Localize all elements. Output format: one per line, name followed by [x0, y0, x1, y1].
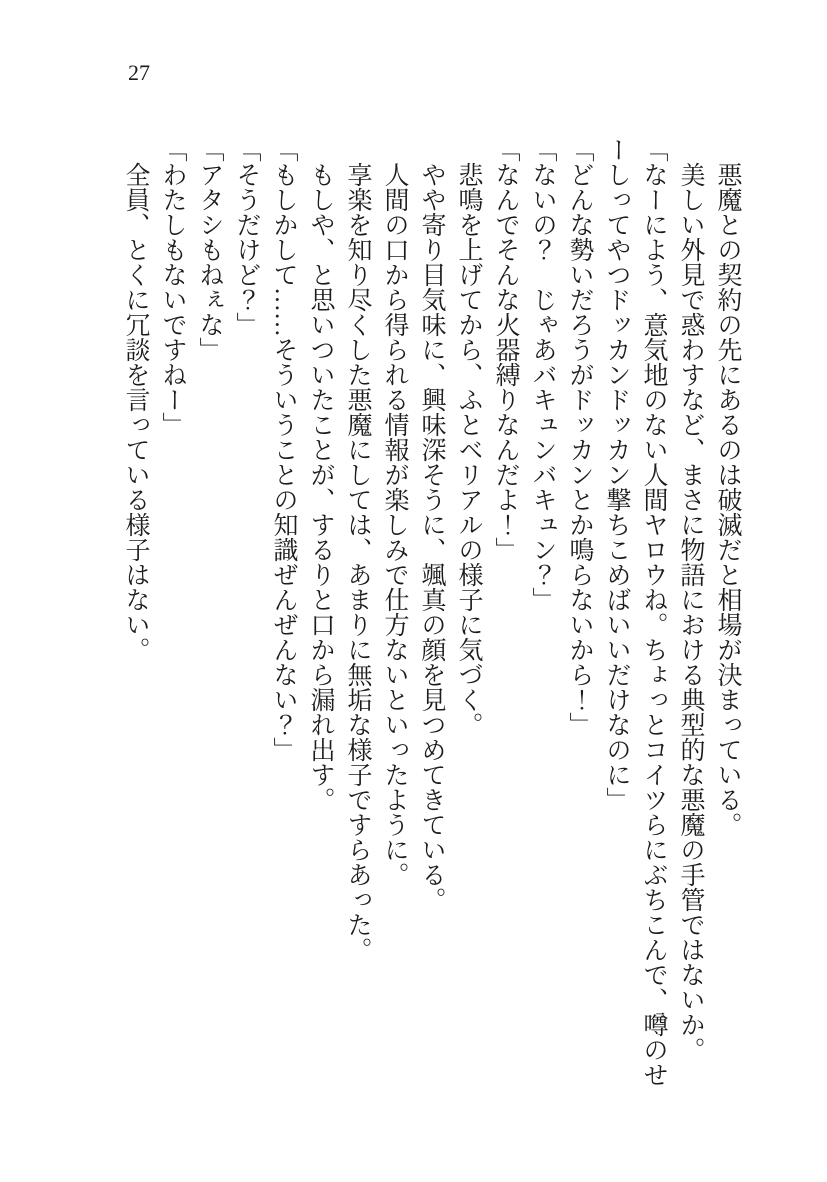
dialogue-line: 「もしかして……そういうことの知識ぜんぜんない？」: [270, 137, 297, 762]
dialogue-line: 「なんでそんな火器縛りなんだよ！」: [492, 137, 519, 562]
narration-line: もしや、と思いついたことが、するりと口から漏れ出す。: [307, 137, 334, 812]
novel-text-block: [117, 137, 746, 1097]
narration-line: 享楽を知り尽くした悪魔にしては、あまりに無垢な様子ですらあった。: [344, 137, 371, 962]
narration-line: 美しい外見で惑わすなど、まさに物語における典型的な悪魔の手管ではないか。: [677, 137, 704, 1062]
dialogue-line: 「アタシもねぇな」: [196, 137, 223, 362]
dialogue-line: 「どんな勢いだろうがドッカンとか鳴らないから！」: [566, 137, 593, 737]
narration-line: やや寄り目気味に、興味深そうに、颯真の顔を見つめてきている。: [418, 137, 445, 912]
dialogue-line: 「ないの？ じゃあバキュンバキュン？」: [529, 137, 556, 612]
narration-line: 悪魔との契約の先にあるのは破滅だと相場が決まっている。: [714, 137, 741, 837]
page-number: 27: [128, 60, 150, 85]
dialogue-line: 「そうだけど？」: [233, 137, 260, 337]
dialogue-line: 「わたしもないですねー」: [159, 137, 186, 437]
narration-line: 人間の口から得られる情報が楽しみで仕方ないといったように。: [381, 137, 408, 887]
narration-line: 全員、とくに冗談を言っている様子はない。: [122, 137, 149, 662]
narration-line: 悲鳴を上げてから、ふとベリアルの様子に気づく。: [455, 137, 482, 737]
dialogue-line: 「なーによう、意気地のない人間ヤロウね。ちょっとコイツらにぶちこんで、噂のせーしってやつドッカンドッカン撃ちこめばいいだけなのに」: [603, 137, 667, 1087]
